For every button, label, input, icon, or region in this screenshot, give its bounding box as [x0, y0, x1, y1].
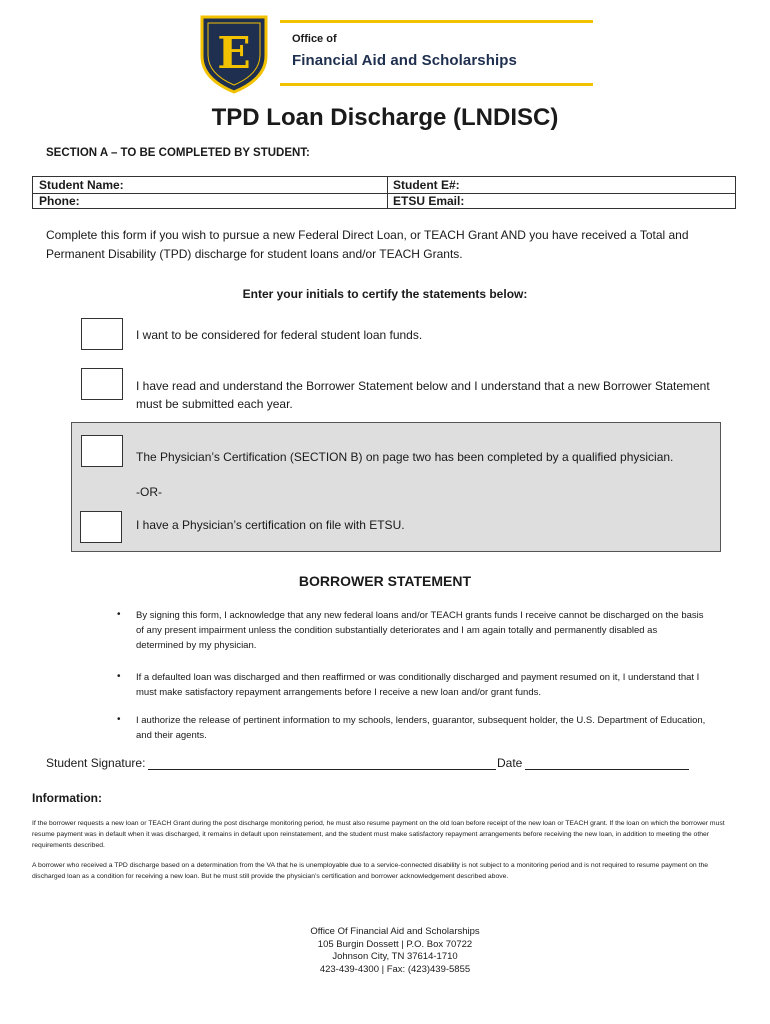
information-paragraph-1: If the borrower requests a new loan or TEACH Grant during the post discharge monitoring period, he must also resume payment on the old loan before receipt of the new loan or TEACH grant. If the loan on which the borrower must resume payment was in default when it was discharged, it remains in default upon reinstatement, and the student must make satisfactory repayment arrangements before receiving the new loan, in addition to meeting the other requirements described.: [32, 820, 725, 849]
information-paragraph-2: A borrower who received a TPD discharge based on a determination from the VA that he is unemployable due to a service-connected disability is not subject to a monitoring period and is not required to resume payment on the discharged loan as a condition for receiving a new loan. But he must still provide the physician’s certification and borrower acknowledgement described above.: [32, 862, 709, 880]
logo-letter: E: [217, 28, 251, 79]
initials-box-1[interactable]: [81, 318, 123, 350]
phone-field[interactable]: Phone:: [39, 194, 80, 208]
statement-1: I want to be considered for federal student loan funds.: [136, 328, 423, 342]
office-of-label: Office of: [292, 33, 337, 45]
statement-3: The Physician’s Certification (SECTION B) on page two has been completed by a qualified physician.: [136, 450, 674, 464]
information-heading: Information:: [32, 791, 102, 805]
borrower-statement-title: BORROWER STATEMENT: [298, 573, 472, 589]
date-line[interactable]: [525, 769, 689, 770]
footer-line-2: 105 Burgin Dossett | P.O. Box 70722: [317, 938, 473, 950]
student-signature-label: Student Signature:: [46, 756, 146, 770]
borrower-bullet-1: By signing this form, I acknowledge that any new federal loans and/or TEACH grants funds I receive cannot be discharged on the basis of any present impairment unless the condition substantially deteriorates and I am again totally and permanently disabled as determined by my physician.: [136, 610, 704, 651]
borrower-bullet-2: If a defaulted loan was discharged and then reaffirmed or was conditionally discharged and payment resumed on it, I understand that I must make satisfactory repayment arrangements before I receive a new loan and/or grant funds.: [136, 672, 700, 698]
student-signature-line[interactable]: [148, 769, 496, 770]
bullet-1: •: [117, 609, 121, 620]
form-title: TPD Loan Discharge (LNDISC): [211, 104, 559, 131]
etsu-email-field[interactable]: ETSU Email:: [393, 194, 465, 208]
borrower-bullet-3: I authorize the release of pertinent information to my schools, lenders, guarantor, subsequent holder, the U.S. Department of Education, and their agents.: [136, 715, 706, 741]
student-e-number-field[interactable]: Student E#:: [393, 178, 460, 192]
footer-line-3: Johnson City, TN 37614-1710: [332, 951, 458, 962]
student-name-field[interactable]: Student Name:: [39, 178, 124, 192]
bullet-3: •: [117, 714, 121, 725]
bullet-2: •: [117, 671, 121, 682]
initials-box-4[interactable]: [80, 511, 122, 543]
header-rule-bottom: [280, 83, 593, 86]
office-name: Financial Aid and Scholarships: [292, 52, 517, 69]
statement-2: I have read and understand the Borrower Statement below and I understand that a new Borrower Statement must be submitted each year.: [136, 379, 710, 411]
footer-address: [250, 926, 540, 976]
etsu-shield-logo: [199, 14, 269, 94]
footer-line-4: 423-439-4300 | Fax: (423)439-5855: [319, 963, 471, 975]
statement-4: I have a Physician’s certification on file with ETSU.: [136, 518, 405, 532]
date-label: Date: [497, 756, 523, 770]
initials-instruction: Enter your initials to certify the statements below:: [242, 287, 528, 301]
intro-paragraph: Complete this form if you wish to pursue a new Federal Direct Loan, or TEACH Grant AND you have received a Total and Permanent Disability (TPD) discharge for student loans and/or TEACH Grants.: [46, 228, 689, 261]
initials-box-2[interactable]: [81, 368, 123, 400]
header-rule-top: [280, 20, 593, 23]
section-a-heading: SECTION A – TO BE COMPLETED BY STUDENT:: [46, 147, 310, 159]
or-separator: -OR-: [136, 485, 162, 499]
footer-line-1: Office Of Financial Aid and Scholarships: [310, 926, 480, 937]
initials-box-3[interactable]: [81, 435, 123, 467]
student-info-table: [32, 176, 736, 209]
